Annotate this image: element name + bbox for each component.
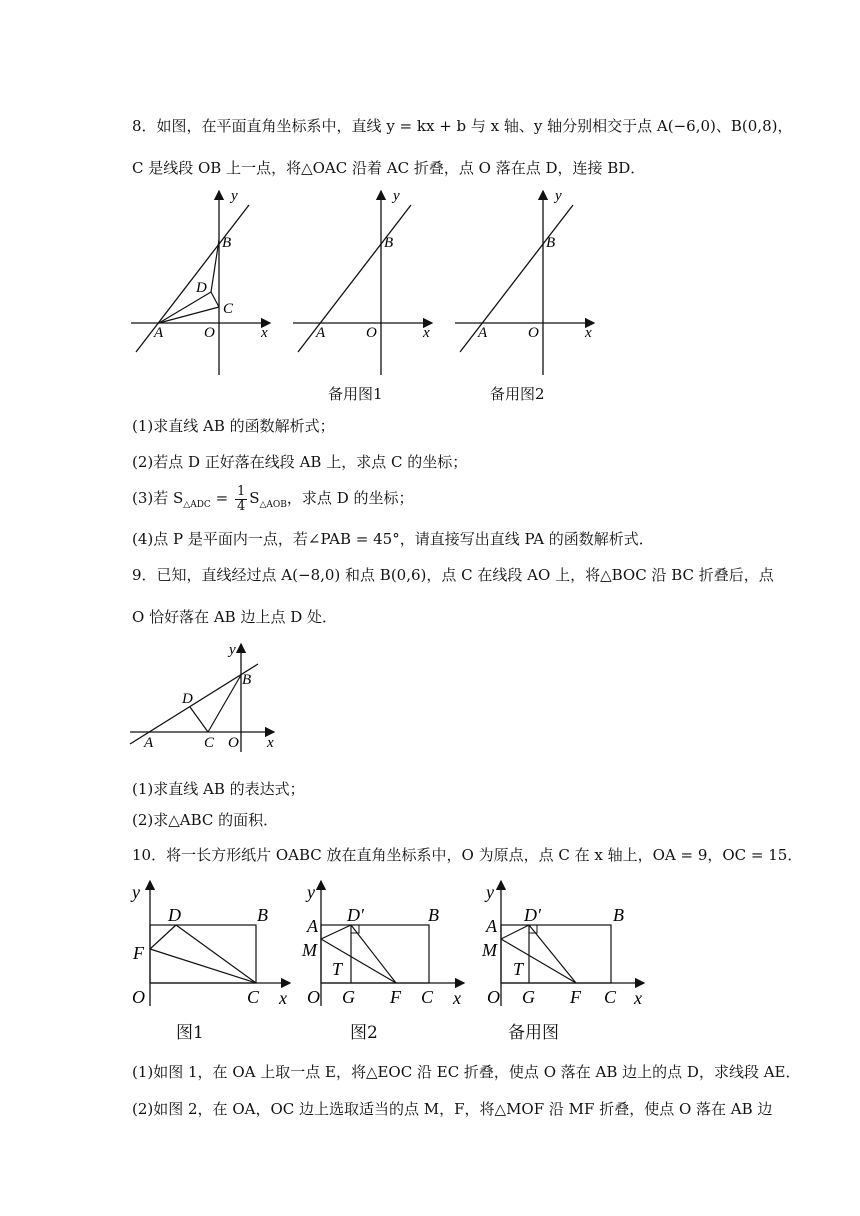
sub3-prefix: (3)若 S [132,489,184,507]
caption-spare: 备用图 [508,1023,559,1043]
label-B: B [428,905,439,925]
label-A: A [316,325,326,341]
sub3-s2: S [249,489,260,507]
q8-figure-main [128,185,278,380]
label-O: O [487,987,500,1007]
q8-sub3 [132,483,414,520]
q8-line2: C 是线段 OB 上一点，将△OAC 沿着 AC 折叠，点 O 落在点 D，连接 BD． [132,159,646,177]
label-x: x [634,988,642,1008]
q10-figure1 [128,876,298,1011]
q8-sub1: (1)求直线 AB 的函数解析式； [132,417,335,435]
sub3-eq: = [210,489,233,507]
label-O: O [204,325,215,341]
q8-figure-spare2 [452,185,602,380]
label-y: y [393,188,400,204]
label-C: C [247,987,260,1007]
sub3-suffix: ，求点 D 的坐标； [286,489,414,507]
label-Dprime: D′ [347,905,364,925]
label-O: O [132,987,145,1007]
caption-spare1: 备用图1 [328,385,383,403]
label-C: C [204,735,215,751]
label-O: O [228,735,239,751]
label-D: D [182,691,193,707]
q10-sub2: (2)如图 2，在 OA，OC 边上选取适当的点 M，F，将△MOF 沿 MF 折叠，使点 O 落在 AB 边 [132,1100,773,1118]
label-C: C [223,301,234,317]
label-B: B [546,235,556,251]
sub3-subscript1: △ADC [183,500,211,510]
q9-figure [128,640,283,755]
label-G: G [522,987,535,1007]
label-C: C [604,987,617,1007]
label-A: A [154,325,164,341]
label-T: T [332,959,343,979]
q10-sub1: (1)如图 1，在 OA 上取一点 E，将△EOC 沿 EC 折叠，使点 O 落在 AB 边上的点 D，求线段 AE． [132,1063,801,1081]
q9-line1: 9．已知，直线经过点 A(−8,0) 和点 B(0,6)，点 C 在线段 AO 上，将△BOC 沿 BC 折叠后，点 [132,566,774,584]
label-y: y [231,188,238,204]
label-O: O [528,325,539,341]
q9-sub1: (1)求直线 AB 的表达式； [132,780,305,798]
label-x: x [261,325,268,341]
label-F: F [570,987,581,1007]
q9-line2: O 恰好落在 AB 边上点 D 处． [132,608,338,626]
q10-line1: 10．将一长方形纸片 OABC 放在直角坐标系中，O 为原点，点 C 在 x 轴上，OA = 9，OC = 15． [132,846,803,864]
label-y: y [486,882,494,902]
label-Dprime: D′ [524,905,541,925]
label-x: x [453,988,461,1008]
label-B: B [222,235,232,251]
label-M: M [482,940,497,960]
label-y: y [229,642,236,658]
label-x: x [423,325,430,341]
label-y: y [307,882,315,902]
label-B: B [242,672,252,688]
label-D: D [196,280,207,296]
label-A: A [486,916,497,936]
q8-sub4: (4)点 P 是平面内一点，若∠PAB = 45°，请直接写出直线 PA 的函数解析式． [132,530,654,548]
fraction-numerator: 1 [236,483,246,499]
label-y: y [132,882,140,902]
label-C: C [421,987,434,1007]
caption-fig2: 图2 [350,1023,378,1043]
q8-line1: 8．如图，在平面直角坐标系中，直线 y = kx + b 与 x 轴、y 轴分别相交于点 A(−6,0)、B(0,8)， [132,117,793,135]
label-B: B [257,905,268,925]
caption-fig1: 图1 [176,1023,204,1043]
q10-figure-spare [472,876,652,1011]
fraction-denominator: 4 [236,498,246,514]
q8-sub2: (2)若点 D 正好落在线段 AB 上，求点 C 的坐标； [132,453,468,471]
label-F: F [390,987,401,1007]
label-A: A [144,735,154,751]
label-O: O [307,987,320,1007]
q8-figure-spare1 [290,185,440,380]
sub3-fraction [235,485,247,514]
q10-figure2 [302,876,472,1011]
label-D: D [168,905,181,925]
label-G: G [342,987,355,1007]
label-A: A [478,325,488,341]
label-B: B [384,235,394,251]
sub3-subscript2: △AOB [259,500,287,510]
label-x: x [267,735,274,751]
label-x: x [585,325,592,341]
label-B: B [613,905,624,925]
caption-spare2: 备用图2 [490,385,545,403]
label-O: O [366,325,377,341]
q9-sub2: (2)求△ABC 的面积． [132,811,279,829]
label-T: T [513,959,524,979]
label-y: y [555,188,562,204]
label-M: M [302,940,317,960]
label-F: F [133,943,144,963]
label-A: A [307,916,318,936]
label-x: x [279,988,287,1008]
